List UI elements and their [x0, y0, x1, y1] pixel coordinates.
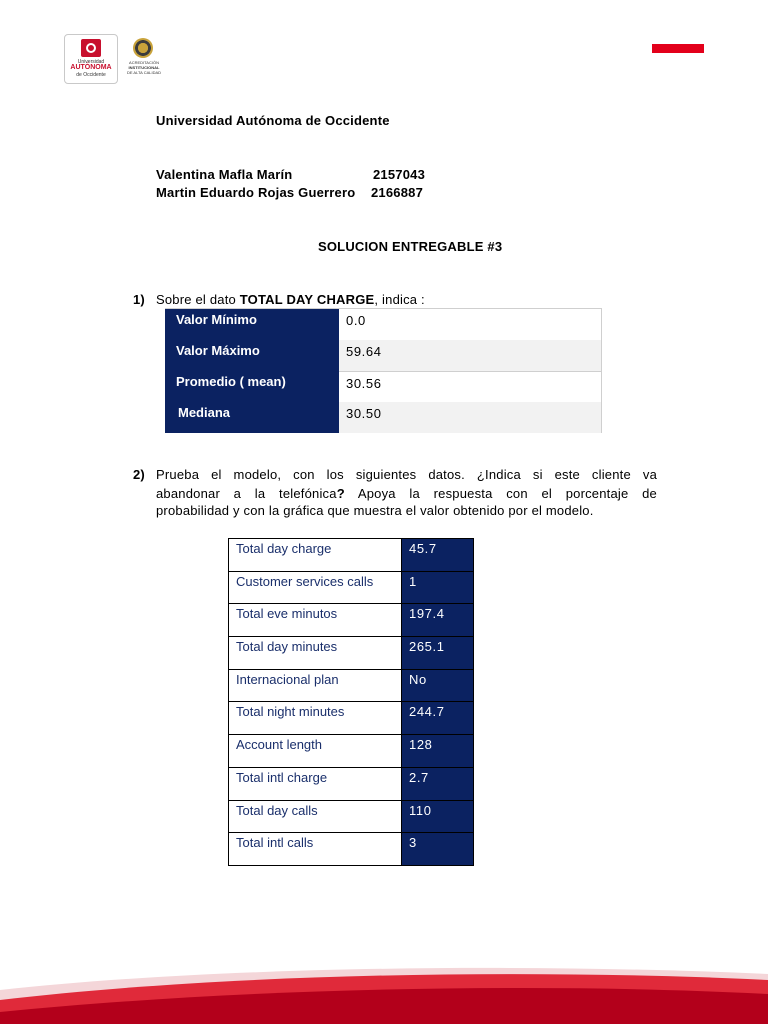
- field-value: 45.7: [402, 539, 474, 572]
- student-name-2: Martin Eduardo Rojas Guerrero: [156, 185, 356, 200]
- stat-label: Valor Mínimo: [176, 312, 257, 327]
- field-label: Total day minutes: [229, 637, 402, 670]
- field-label: Total night minutes: [229, 702, 402, 735]
- table-row: [229, 571, 474, 604]
- stat-label-cell: [165, 371, 339, 402]
- table-row: [229, 669, 474, 702]
- stat-value: 0.0: [346, 313, 366, 328]
- student-name-1: Valentina Mafla Marín: [156, 167, 293, 182]
- q2-line-1: Prueba el modelo, con los siguientes datos. ¿Indica si este cliente va: [156, 467, 657, 482]
- table-row: [229, 833, 474, 866]
- table-row: [229, 800, 474, 833]
- document-title: SOLUCION ENTREGABLE #3: [318, 239, 503, 254]
- university-logo-icon: [81, 39, 101, 57]
- accreditation-seal-text: [122, 60, 166, 75]
- table-row: [229, 539, 474, 572]
- customer-data-table: [228, 538, 474, 866]
- field-label: Account length: [229, 735, 402, 768]
- university-logo: [64, 34, 118, 84]
- seal-line-3: DE ALTA CALIDAD: [126, 70, 162, 75]
- student-id-2: 2166887: [371, 185, 424, 200]
- field-label: Internacional plan: [229, 669, 402, 702]
- field-value: 265.1: [402, 637, 474, 670]
- field-label: Total intl charge: [229, 767, 402, 800]
- stat-value-cell: [339, 309, 601, 340]
- seal-line-2: INSTITUCIONAL: [128, 65, 160, 70]
- table-row: [229, 637, 474, 670]
- q2-line-2: [156, 486, 657, 501]
- q1-text-bold: TOTAL DAY CHARGE: [239, 292, 375, 307]
- q2-line-2a: abandonar a la telefónica: [156, 486, 337, 501]
- seal-line-1: ACREDITACIÓN: [129, 60, 159, 65]
- stat-label: Valor Máximo: [176, 343, 260, 358]
- table-row: [165, 402, 601, 433]
- field-label: Total day charge: [229, 539, 402, 572]
- footer-wave-decoration: [0, 960, 768, 1024]
- q2-line-2b: ?: [336, 486, 345, 501]
- table-row: [229, 702, 474, 735]
- field-value: 3: [402, 833, 474, 866]
- stat-label: Promedio ( mean): [176, 374, 286, 389]
- stat-value: 30.50: [346, 406, 382, 421]
- logo-line-1: Universidad: [77, 59, 105, 65]
- field-label: Total intl calls: [229, 833, 402, 866]
- field-label: Customer services calls: [229, 571, 402, 604]
- field-value: 2.7: [402, 767, 474, 800]
- stat-label-cell: [165, 309, 339, 340]
- field-label: Total day calls: [229, 800, 402, 833]
- stat-value: 30.56: [346, 376, 382, 391]
- table-row: [165, 371, 601, 402]
- table-row: [229, 735, 474, 768]
- q2-number: 2): [133, 467, 145, 482]
- stat-value-cell: [339, 340, 601, 371]
- stat-label-cell: [165, 340, 339, 371]
- field-value: 1: [402, 571, 474, 604]
- stat-value-cell: [339, 371, 601, 403]
- logo-line-2: AUTÓNOMA: [70, 64, 112, 71]
- table-row: [229, 767, 474, 800]
- table-row: [229, 604, 474, 637]
- stat-value-cell: [339, 402, 601, 433]
- q2-line-2c: Apoya la respuesta con el porcentaje de: [344, 486, 657, 501]
- stat-value: 59.64: [346, 344, 382, 359]
- field-value: 110: [402, 800, 474, 833]
- stat-label-cell: [165, 402, 339, 433]
- statistics-table: [165, 308, 602, 433]
- q1-number: 1): [133, 292, 145, 307]
- student-id-1: 2157043: [373, 167, 426, 182]
- logo-line-3: de Occidente: [76, 72, 106, 78]
- q1-text-after: , indica :: [374, 292, 425, 307]
- field-value: 244.7: [402, 702, 474, 735]
- q2-line-3: probabilidad y con la gráfica que muestra el valor obtenido por el modelo.: [156, 503, 594, 518]
- university-name: Universidad Autónoma de Occidente: [156, 113, 390, 128]
- q1-text-before: Sobre el dato: [156, 292, 240, 307]
- stat-label: Mediana: [178, 405, 231, 420]
- field-value: No: [402, 669, 474, 702]
- field-value: 128: [402, 735, 474, 768]
- header-accent-bar: [652, 44, 704, 53]
- table-row: [165, 309, 601, 340]
- q1-prompt: [156, 292, 425, 307]
- accreditation-seal-icon: [133, 38, 153, 58]
- table-row: [165, 340, 601, 371]
- field-label: Total eve minutos: [229, 604, 402, 637]
- field-value: 197.4: [402, 604, 474, 637]
